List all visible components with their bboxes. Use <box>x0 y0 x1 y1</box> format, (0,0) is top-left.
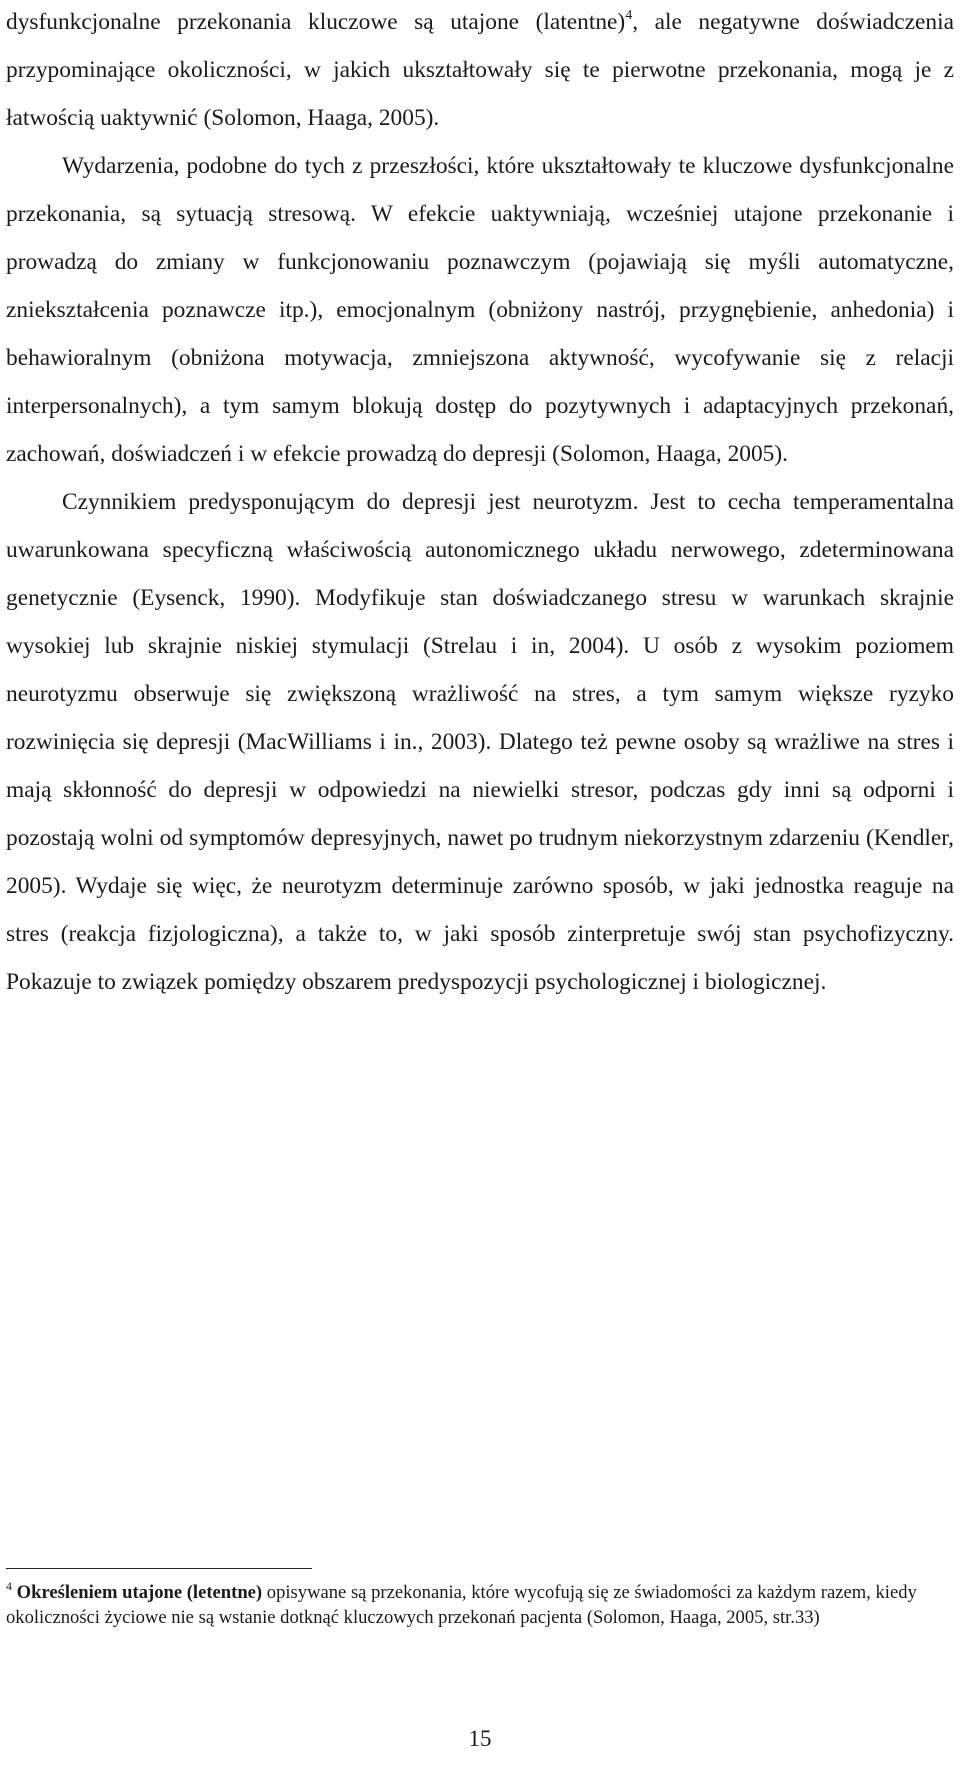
paragraph-1-text-a: dysfunkcjonalne przekonania kluczowe są utajone (latentne) <box>6 9 626 35</box>
footnote-reference[interactable]: 4 <box>625 8 633 23</box>
footnote-term: Określeniem utajone (letentne) <box>16 1582 263 1603</box>
paragraph-3: Czynnikiem predysponującym do depresji jest neurotyzm. Jest to cecha temperamentalna uwarunkowana specyficzną właściwością autonomicznego układu nerwowego, zdeterminowana genetycznie (Eysenck, 1990). Modyfikuje stan doświadczanego stresu w warunkach skrajnie wysokiej lub skrajnie niskiej stymulacji (Strelau i in, 2004). U osób z wysokim poziomem neurotyzmu obserwuje się zwiększoną wrażliwość na stres, a tym samym większe ryzyko rozwinięcia się depresji (MacWilliams i in., 2003). Dlatego też pewne osoby są wrażliwe na stres i mają skłonność do depresji w odpowiedzi na niewielki stresor, podczas gdy inni są odporni i pozostają wolni od symptomów depresyjnych, nawet po trudnym niekorzystnym zdarzeniu (Kendler, 2005). Wydaje się więc, że neurotyzm determinuje zarówno sposób, w jaki jednostka reaguje na stres (reakcja fizjologiczna), a także to, w jaki sposób zinterpretuje swój stan psychofizyczny. Pokazuje to związek pomiędzy obszarem predyspozycji psychologicznej i biologicznej. <box>6 489 954 995</box>
paragraph-2: Wydarzenia, podobne do tych z przeszłości, które ukształtowały te kluczowe dysfunkcjonalne przekonania, są sytuacją stresową. W efekcie uaktywniają, wcześniej utajone przekonanie i prowadzą do zmiany w funkcjonowaniu poznawczym (pojawiają się myśli automatyczne, zniekształcenia poznawcze itp.), emocjonalnym (obniżony nastrój, przygnębienie, anhedonia) i behawioralnym (obniżona motywacja, zmniejszona aktywność, wycofywanie się z relacji interpersonalnych), a tym samym blokują dostęp do pozytywnych i adaptacyjnych przekonań, zachowań, doświadczeń i w efekcie prowadzą do depresji (Solomon, Haaga, 2005). <box>6 153 954 467</box>
page-number: 15 <box>468 1726 492 1751</box>
footnote-text: opisywane są przekonania, które wycofują się ze świadomości za każdym razem, kiedy okoliczności życiowe nie są wstanie dotknąć kluczowych przekonań pacjenta (Solomon, Haaga, 2005, str.33) <box>6 1582 917 1629</box>
footnote <box>6 1580 954 1630</box>
footnote-separator <box>6 1568 312 1569</box>
footnote-number: 4 <box>6 1579 12 1593</box>
page-body <box>6 0 954 1006</box>
paragraph-1 <box>6 0 954 142</box>
paragraph-1-text-b: , ale negatywne doświadczenia przypominające okoliczności, w jakich ukształtowały się te pierwotne przekonania, mogą je z łatwością uaktywnić (Solomon, Haaga, 2005). <box>6 9 954 131</box>
